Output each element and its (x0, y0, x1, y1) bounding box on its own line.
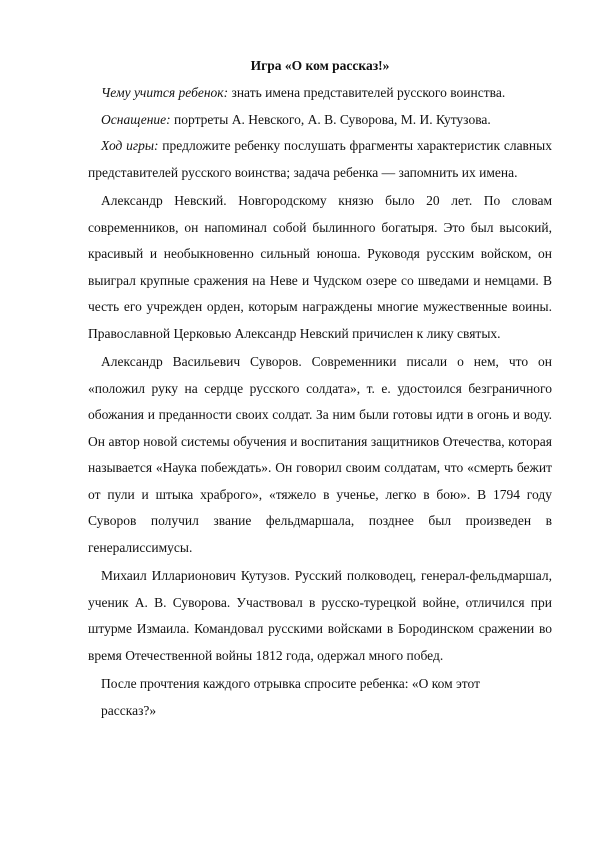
document-title: Игра «О ком рассказ!» (250, 58, 390, 73)
kutuzov-paragraph: Михаил Илларионович Кутузов. Русский полководец, генерал-фельдмаршал, ученик А. В. Суворова. Участвовал в русско-турецкой войне, отличился при штурме Измаила. Командовал русскими войсками в Бородинском сражении во время Отечественной войны 1812 года, одержал много побед. (88, 568, 552, 663)
goal-paragraph (88, 80, 552, 107)
equipment-label: Оснащение: (101, 111, 171, 127)
equipment-text: портреты А. Невского, А. В. Суворова, М. И. Кутузова. (170, 111, 491, 127)
document-page (88, 56, 552, 724)
equipment-paragraph (88, 107, 552, 134)
goal-text: знать имена представителей русского воинства. (228, 85, 506, 100)
procedure-paragraph (88, 133, 552, 186)
procedure-text: предложите ребенку послушать фрагменты характеристик славных представителей русского воинства; задача ребенка — запомнить их имена. (88, 138, 552, 180)
goal-label: Чему учится ребенок: (101, 85, 229, 100)
nevsky-paragraph: Александр Невский. Новгородскому князю было 20 лет. По словам современников, он напоминал собой былинного богатыря. Это был высокий, красивый и необыкновенно сильный юноша. Руководя русским войском, он выиграл крупные сражения на Неве и Чудском озере со шведами и немцами. В честь его учрежден орден, которым награждены многие мужественные воины. Православной Церковью Александр Невский причислен к лику святых. (88, 193, 552, 341)
suvorov-paragraph: Александр Васильевич Суворов. Современники писали о нем, что он «положил руку на сердце русского солдата», т. е. удостоился безграничного обожания и преданности своих солдат. За ним были готовы идти в огонь и воду. Он автор новой системы обучения и воспитания защитников Отечества, которая называется «Наука побеждать». Он говорил своим солдатам, что «смерть бежит от пули и штыка храброго», «тяжело в ученье, легко в бою». В 1794 году Суворов получил звание фельдмаршала, позднее был произведен в генералиссимусы. (88, 354, 552, 555)
closing-paragraph: После прочтения каждого отрывка спросите ребенка: «О ком этот рассказ?» (101, 676, 480, 718)
procedure-label: Ход игры: (101, 138, 159, 153)
